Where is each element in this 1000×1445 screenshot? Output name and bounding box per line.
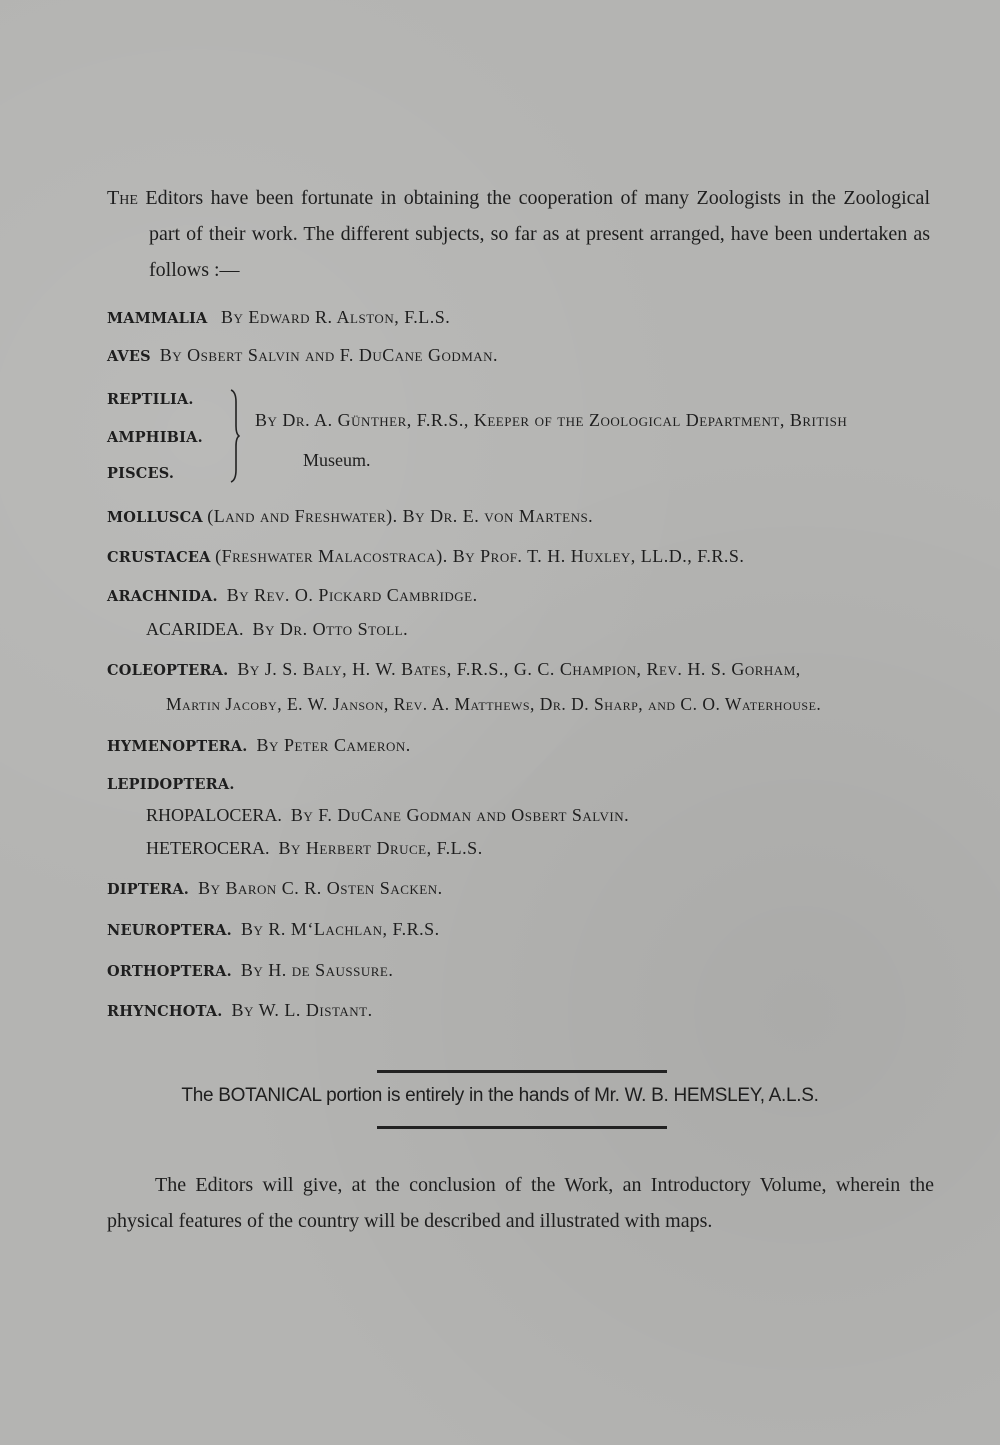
entry-hymenoptera (107, 735, 411, 756)
entry-pisces (107, 462, 174, 483)
curly-brace-icon (228, 388, 240, 484)
author-text: By W. L. Distant. (231, 1000, 373, 1020)
author-text: (Freshwater Malacostraca). By Prof. T. H. Huxley, LL.D., F.R.S. (215, 546, 745, 566)
group-name: PISCES. (107, 465, 175, 482)
group-name: DIPTERA. (107, 881, 190, 898)
group-name: ACARIDEA. (146, 619, 244, 639)
entry-lepidoptera (107, 773, 235, 794)
entry-rhynchota (107, 1000, 373, 1021)
intro-paragraph (107, 180, 930, 288)
entry-acaridea (146, 619, 408, 640)
group-name: RHOPALOCERA. (146, 805, 282, 825)
entry-orthoptera (107, 960, 393, 981)
group-name: NEUROPTERA. (107, 922, 232, 939)
group-name: MOLLUSCA (107, 509, 203, 526)
entry-mammalia (107, 307, 450, 328)
intro-text: Editors have been fortunate in obtaining the cooperation of many Zoologists in the Zoological part of their work. The different subjects, so far as at present arranged, have been undertaken as follows :— (137, 187, 930, 281)
closing-text: The Editors will give, at the conclusion of the Work, an Introductory Volume, wherein the physical features of the country will be described and illustrated with maps. (107, 1174, 934, 1232)
coleoptera-continuation: Martin Jacoby, E. W. Janson, Rev. A. Matthews, Dr. D. Sharp, and C. O. Waterhouse. (166, 694, 822, 714)
entry-mollusca (107, 506, 593, 527)
gunther-attribution (255, 400, 935, 480)
author-text: By Dr. Otto Stoll. (252, 619, 409, 639)
botanical-note: The BOTANICAL portion is entirely in the hands of Mr. W. B. HEMSLEY, A.L.S. (181, 1085, 819, 1106)
entry-rhopalocera (146, 805, 629, 826)
top-rule (377, 1070, 667, 1073)
author-text: By H. de Saussure. (240, 960, 394, 980)
gunther-line-2: Museum. (303, 450, 371, 470)
group-name: HYMENOPTERA. (107, 738, 248, 755)
entry-heterocera (146, 838, 483, 859)
group-name: LEPIDOPTERA. (107, 776, 235, 793)
entry-diptera (107, 878, 443, 899)
gunther-line-1: By Dr. A. Günther, F.R.S., Keeper of the Zoological Department, British (255, 410, 848, 430)
entry-reptilia (107, 388, 194, 409)
author-text: By Osbert Salvin and F. DuCane Godman. (159, 345, 499, 365)
entry-crustacea (107, 546, 744, 567)
author-text: By J. S. Baly, H. W. Bates, F.R.S., G. C. Champion, Rev. H. S. Gorham, (237, 659, 801, 679)
author-text: By Herbert Druce, F.L.S. (278, 838, 483, 858)
group-name: MAMMALIA (107, 310, 208, 327)
entry-neuroptera (107, 919, 440, 940)
entry-amphibia (107, 426, 203, 447)
group-name: RHYNCHOTA. (107, 1003, 223, 1020)
group-name: REPTILIA. (107, 391, 194, 408)
author-text: (Land and Freshwater). By Dr. E. von Martens. (207, 506, 594, 526)
author-text: By Peter Cameron. (256, 735, 411, 755)
group-name: ORTHOPTERA. (107, 963, 232, 980)
group-name: HETEROCERA. (146, 838, 270, 858)
entry-aves (107, 345, 498, 366)
group-name: AMPHIBIA. (107, 429, 203, 446)
entry-coleoptera (107, 659, 801, 680)
bottom-rule (377, 1126, 667, 1129)
intro-lead-word: The (107, 187, 138, 209)
author-text: By R. M‘Lachlan, F.R.S. (240, 919, 440, 939)
author-text: By F. DuCane Godman and Osbert Salvin. (290, 805, 630, 825)
group-name: CRUSTACEA (107, 549, 211, 566)
author-text: By Baron C. R. Osten Sacken. (198, 878, 443, 898)
entry-arachnida (107, 585, 478, 606)
group-name: ARACHNIDA. (107, 588, 218, 605)
author-text: By Edward R. Alston, F.L.S. (220, 307, 451, 327)
author-text: By Rev. O. Pickard Cambridge. (226, 585, 478, 605)
closing-paragraph (107, 1167, 934, 1239)
group-name: AVES (107, 348, 151, 365)
group-name: COLEOPTERA. (107, 662, 229, 679)
